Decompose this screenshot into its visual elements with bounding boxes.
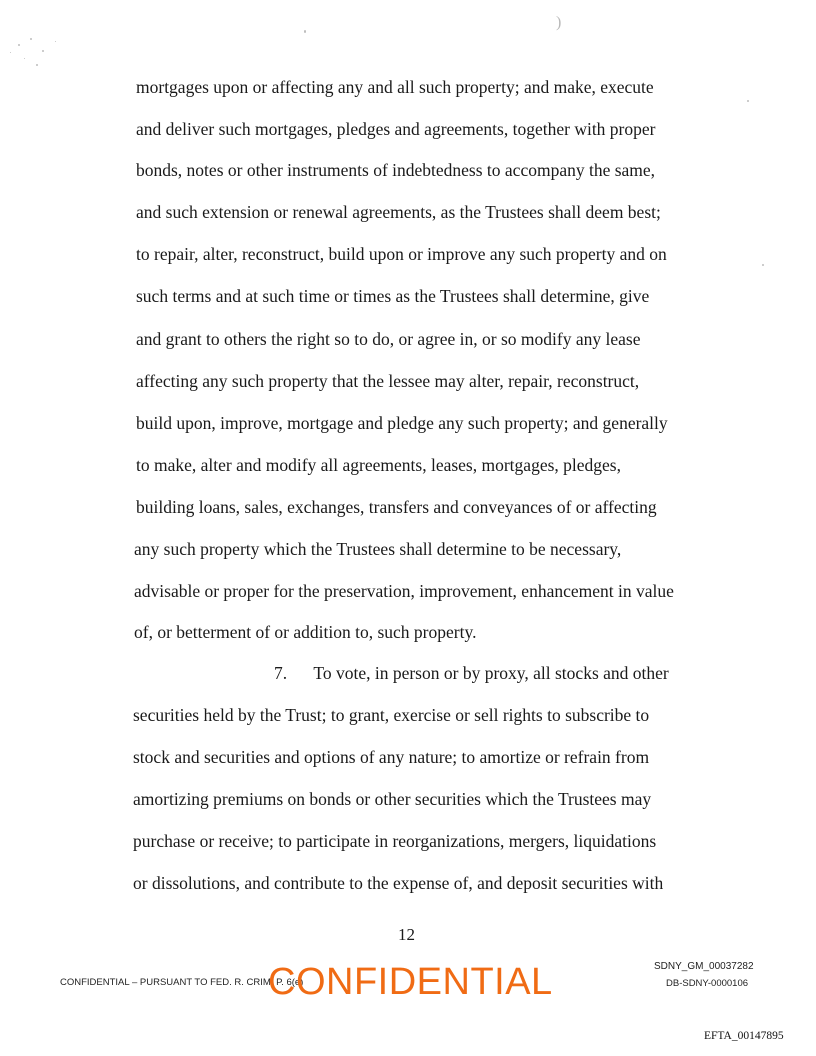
body-line: any such property which the Trustees shall determine to be necessary, [134,539,622,559]
scan-speck [36,64,38,66]
body-line: and grant to others the right so to do, or agree in, or so modify any lease [136,329,641,349]
page-number: 12 [398,925,415,944]
scan-speck [10,52,11,53]
body-line: and such extension or renewal agreements, as the Trustees shall deem best; [136,202,661,222]
confidential-notice: CONFIDENTIAL – PURSUANT TO FED. R. CRIM. P. 6(e) [60,977,304,988]
scan-speck [30,38,32,40]
body-line: securities held by the Trust; to grant, exercise or sell rights to subscribe to [133,705,650,725]
body-line: mortgages upon or affecting any and all such property; and make, execute [136,77,654,97]
scan-speck [42,50,44,52]
scan-speck [304,30,306,33]
body-line: purchase or receive; to participate in reorganizations, mergers, liquidations [133,831,657,851]
scan-speck [24,58,25,59]
body-line: and deliver such mortgages, pledges and agreements, together with proper [136,119,656,139]
body-line: bonds, notes or other instruments of indebtedness to accompany the same, [136,160,656,180]
scan-speck [762,264,764,266]
body-line: to make, alter and modify all agreements, leases, mortgages, pledges, [136,455,621,475]
body-line: advisable or proper for the preservation, improvement, enhancement in value [134,581,674,601]
body-line: to repair, alter, reconstruct, build upon or improve any such property and on [136,244,667,264]
scan-speck [55,41,56,42]
body-line: building loans, sales, exchanges, transfers and conveyances of or affecting [136,497,657,517]
body-line: stock and securities and options of any nature; to amortize or refrain from [133,747,650,767]
body-line: of, or betterment of or addition to, such property. [134,622,477,642]
body-line: build upon, improve, mortgage and pledge any such property; and generally [136,413,668,433]
body-line: affecting any such property that the lessee may alter, repair, reconstruct, [136,371,640,391]
body-line: amortizing premiums on bonds or other securities which the Trustees may [133,789,652,809]
scan-speck [747,100,749,102]
scan-mark: ) [556,14,562,31]
bates-number-primary: SDNY_GM_00037282 [654,961,754,972]
body-line: or dissolutions, and contribute to the expense of, and deposit securities with [133,873,664,893]
scan-speck [18,44,20,46]
efta-identifier: EFTA_00147895 [704,1030,784,1042]
body-line: such terms and at such time or times as the Trustees shall determine, give [136,286,650,306]
paragraph-7-first-line: 7. To vote, in person or by proxy, all stocks and other [274,663,669,683]
confidential-stamp: CONFIDENTIAL [268,961,553,1003]
bates-number-secondary: DB-SDNY-0000106 [666,978,749,989]
